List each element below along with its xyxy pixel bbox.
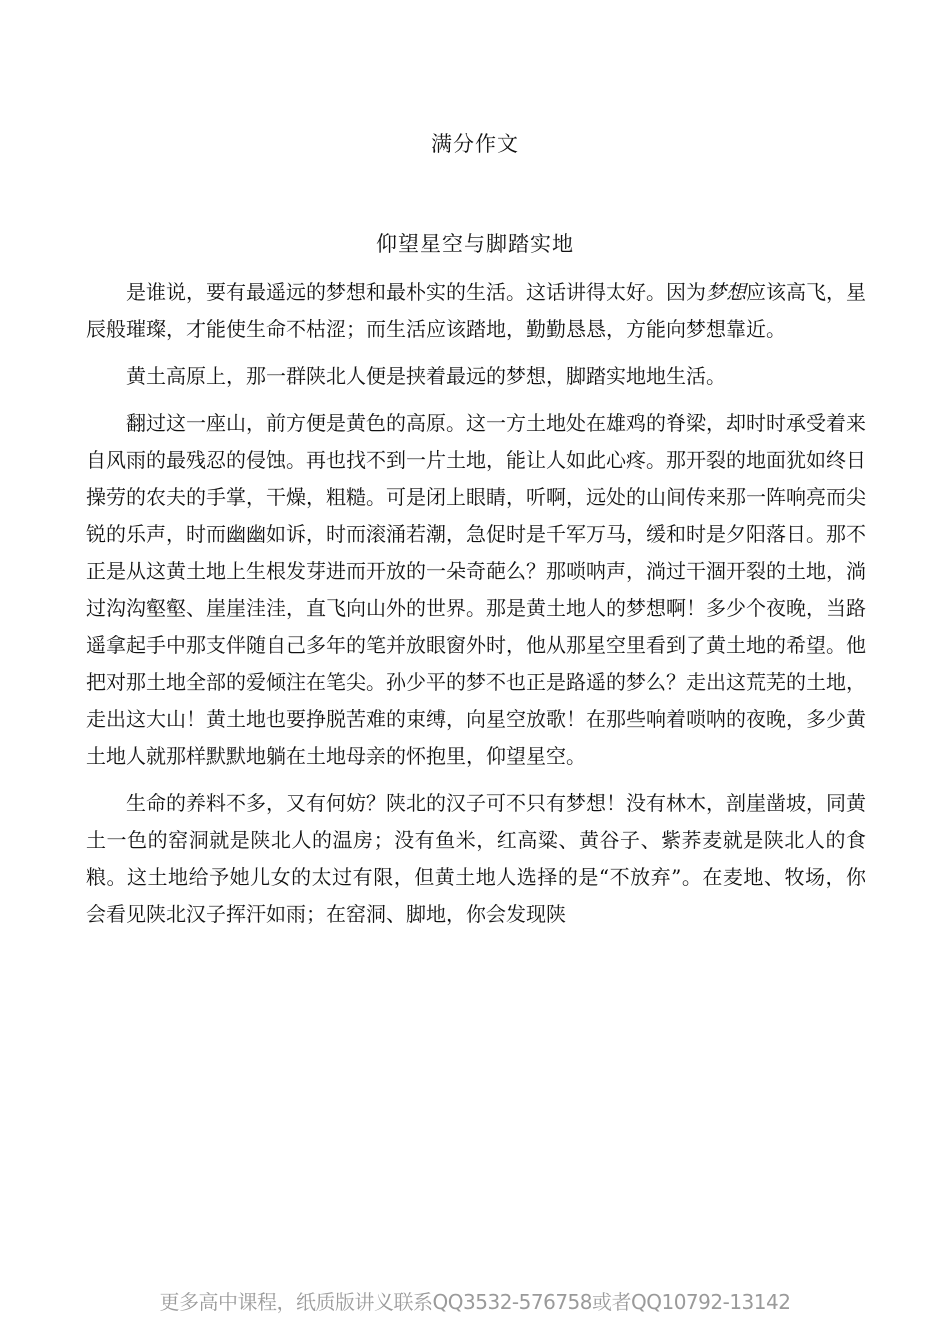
- paragraph-1: [86, 274, 866, 348]
- paragraph-2: 黄土高原上，那一群陕北人便是挟着最远的梦想，脚踏实地地生活。: [126, 364, 726, 388]
- paragraph-3: 翻过这一座山，前方便是黄色的高原。这一方土地处在雄鸡的脊梁，却时时承受着来自风雨的最残忍的侵蚀。再也找不到一片土地，能让人如此心疼。那开裂的地面犹如终日操劳的农夫的手掌，干燥，粗糙。可是闭上眼睛，听啊，远处的山间传来那一阵响亮而尖锐的乐声，时而幽幽如诉，时而滚涌若潮，急促时是千军万马，缓和时是夕阳落日。那不正是从这黄土地上生根发芽进而开放的一朵奇葩么？那唢呐声，淌过干涸开裂的土地，淌过沟沟壑壑、崖崖洼洼，直飞向山外的世界。那是黄土地人的梦想啊！多少个夜晚，当路遥拿起手中那支伴随自己多年的笔并放眼窗外时，他从那星空里看到了黄土地的希望。他把对那土地全部的爱倾注在笔尖。孙少平的梦不也正是路遥的梦么？走出这荒芜的土地，走出这大山！黄土地也要挣脱苦难的束缚，向星空放歌！在那些响着唢呐的夜晚，多少黄土地人就那样默默地躺在土地母亲的怀抱里，仰望星空。: [86, 411, 866, 768]
- essay-title: 仰望星空与脚踏实地: [376, 232, 574, 256]
- essay-body: [86, 274, 866, 943]
- paragraph-1-text-a: 是谁说，要有最遥远的梦想和最朴实的生活。这话讲得太好。因为: [126, 280, 706, 304]
- section-heading: 满分作文: [431, 132, 519, 156]
- paragraph-1-text-b: 应该高飞，星辰般璀璨，才能使生命不枯涩；而生活应该踏地，勤勤恳恳，方能向梦想靠近。: [86, 280, 866, 341]
- footer-contact: 更多高中课程，纸质版讲义联系QQ3532-576758或者QQ10792-13142: [159, 1290, 791, 1314]
- paragraph-1-emphasis: 梦想: [706, 280, 746, 304]
- paragraph-4: 生命的养料不多，又有何妨？陕北的汉子可不只有梦想！没有林木，剖崖凿坡，同黄土一色的窑洞就是陕北人的温房；没有鱼米，红高粱、黄谷子、紫荞麦就是陕北人的食粮。这土地给予她儿女的太过有限，但黄土地人选择的是“不放弃”。在麦地、牧场，你会看见陕北汉子挥汗如雨；在窑洞、脚地，你会发现陕: [86, 791, 866, 926]
